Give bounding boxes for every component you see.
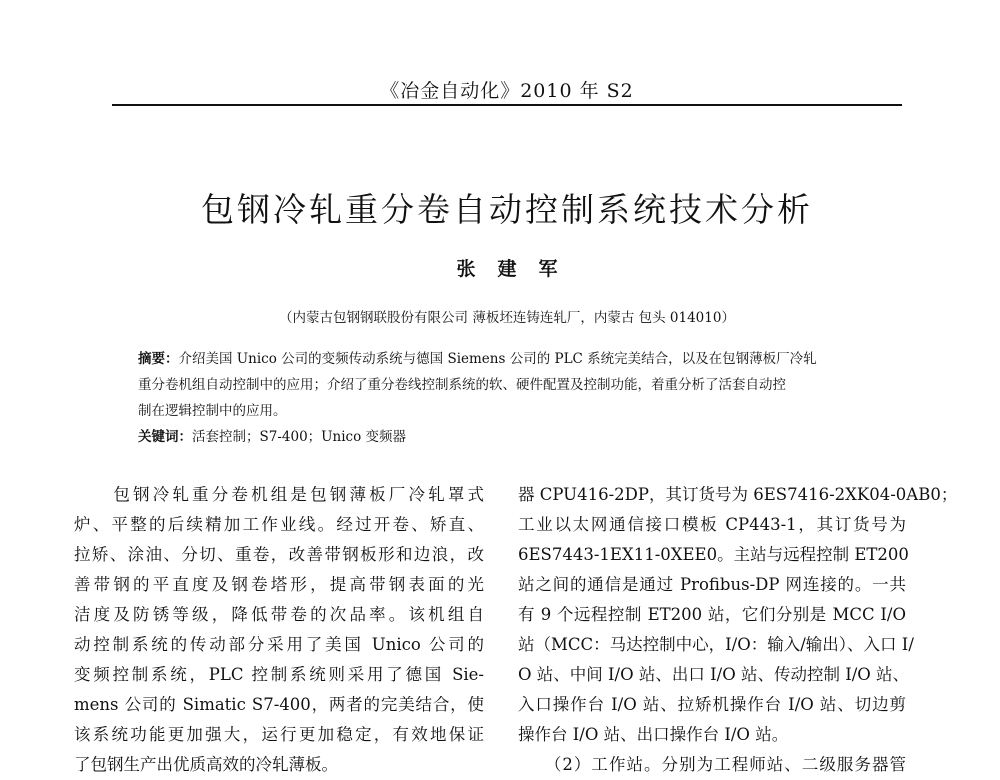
body-right-line: 站（MCC：马达控制中心，I/O：输入/输出）、入口 I/ (518, 635, 914, 654)
body-left-line: 洁度及防锈等级，降低带卷的次品率。该机组自 (74, 605, 484, 624)
body-left-column (74, 480, 484, 780)
body-left-line: 拉矫、涂油、分切、重卷，改善带钢板形和边浪，改 (74, 545, 484, 564)
keywords-text: 活套控制；S7-400；Unico 变频器 (192, 429, 407, 445)
keywords (138, 424, 878, 450)
body-right-line: 操作台 I/O 站、出口操作台 I/O 站。 (518, 725, 789, 744)
body-left-line: 炉、平整的后续精加工作业线。经过开卷、矫直、 (74, 515, 484, 534)
abstract-line-1 (138, 346, 878, 372)
body-right-line: （2）工作站。分别为工程师站、二级服务器管 (518, 755, 906, 774)
body-left-line: 变频控制系统，PLC 控制系统则采用了德国 Sie- (74, 665, 484, 684)
paper-title: 包钢冷轧重分卷自动控制系统技术分析 (201, 190, 813, 229)
body-left-line: 了包钢生产出优质高效的冷轧薄板。 (74, 755, 338, 774)
author-name: 张建军 (456, 258, 580, 280)
body-right-column (518, 480, 958, 780)
affiliation: （内蒙古包钢钢联股份有限公司 薄板坯连铸连轧厂，内蒙古 包头 014010） (279, 310, 735, 326)
body-right-line: 站之间的通信是通过 Profibus-DP 网连接的。一共 (518, 575, 906, 594)
abstract-text-1: 介绍美国 Unico 公司的变频传动系统与德国 Siemens 公司的 PLC 系统完美结合，以及在包钢薄板厂冷轧 (178, 351, 817, 367)
abstract-line-3: 制在逻辑控制中的应用。 (138, 403, 287, 419)
header-rule (112, 104, 902, 106)
journal-header: 《冶金自动化》2010 年 S2 (380, 80, 634, 102)
body-left-line: mens 公司的 Simatic S7-400，两者的完美结合，使 (74, 695, 484, 714)
body-right-line: 入口操作台 I/O 站、拉矫机操作台 I/O 站、切边剪 (518, 695, 906, 714)
body-left-line: 善带钢的平直度及钢卷塔形，提高带钢表面的光 (74, 575, 484, 594)
body-right-line: O 站、中间 I/O 站、出口 I/O 站、传动控制 I/O 站、 (518, 665, 910, 684)
abstract (138, 346, 878, 424)
keywords-label: 关键词： (138, 429, 192, 445)
body-left-line: 该系统功能更加强大，运行更加稳定，有效地保证 (74, 725, 484, 744)
body-right-line: 工业以太网通信接口模板 CP443-1，其订货号为 (518, 515, 906, 534)
abstract-line-2: 重分卷机组自动控制中的应用；介绍了重分卷线控制系统的软、硬件配置及控制功能，着重分析了活套自动控 (138, 377, 786, 393)
abstract-label: 摘要： (138, 351, 179, 367)
body-left-line: 包钢冷轧重分卷机组是包钢薄板厂冷轧罩式 (74, 485, 484, 504)
body-right-line: 6ES7443-1EX11-0XEE0。主站与远程控制 ET200 (518, 545, 909, 564)
body-right-line: 有 9 个远程控制 ET200 站，它们分别是 MCC I/O (518, 605, 906, 624)
body-right-line: 器 CPU416-2DP，其订货号为 6ES7416-2XK04-0AB0； (518, 485, 958, 504)
body-left-line: 动控制系统的传动部分采用了美国 Unico 公司的 (74, 635, 484, 654)
